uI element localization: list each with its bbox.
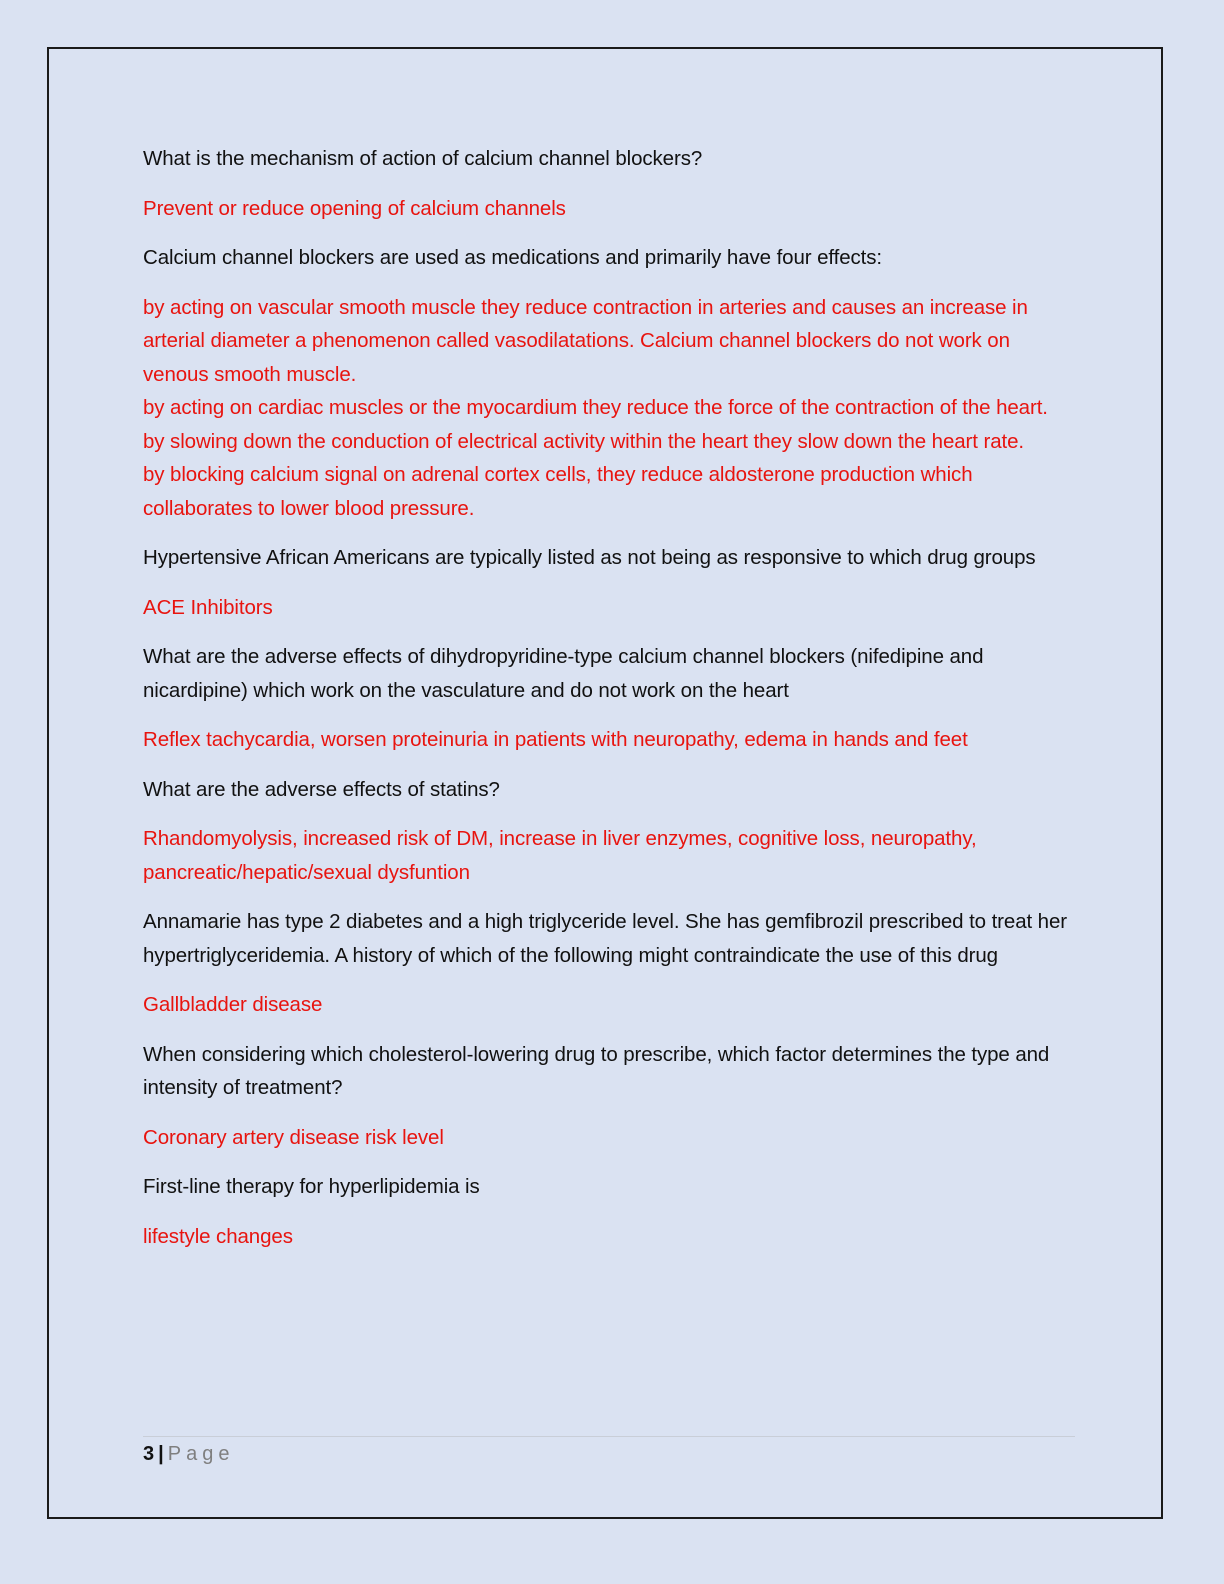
question-gemfibrozil: Annamarie has type 2 diabetes and a high triglyceride level. She has gemfibrozil prescribed to treat her hypertriglyceridemia. A history of which of the following might contraindicate the use of this drug	[143, 910, 1068, 967]
question-first-line-therapy: First-line therapy for hyperlipidemia is	[143, 1175, 480, 1198]
effect-cardiac: by acting on cardiac muscles or the myocardium they reduce the force of the contraction of the heart.	[143, 396, 1048, 419]
page-label: Page	[167, 1443, 235, 1465]
answer-ccb-mechanism: Prevent or reduce opening of calcium channels	[143, 196, 566, 220]
effect-adrenal: by blocking calcium signal on adrenal cortex cells, they reduce aldosterone production which collaborates to lower blood pressure.	[143, 463, 973, 520]
answer-african-americans: ACE Inhibitors	[143, 595, 273, 619]
question-cholesterol-factor: When considering which cholesterol-lowering drug to prescribe, which factor determines the type and intensity of treatment?	[143, 1042, 1050, 1099]
document-body	[143, 142, 1078, 1269]
answer-first-line-therapy: lifestyle changes	[143, 1224, 293, 1248]
question-ccb-mechanism: What is the mechanism of action of calcium channel blockers?	[143, 147, 703, 170]
question-statin-effects: What are the adverse effects of statins?	[143, 777, 500, 801]
answer-cholesterol-factor: Coronary artery disease risk level	[143, 1125, 444, 1149]
question-dihydropyridine-effects: What are the adverse effects of dihydropyridine-type calcium channel blockers (nifedipine and nicardipine) which work on the vasculature and do not work on the heart	[143, 645, 984, 702]
effect-vascular: by acting on vascular smooth muscle they reduce contraction in arteries and causes an increase in arterial diameter a phenomenon called vasodilatations. Calcium channel blockers do not work on venous smooth muscle.	[143, 295, 1028, 386]
answer-dihydropyridine-effects: Reflex tachycardia, worsen proteinuria in patients with neuropathy, edema in hands and feet	[143, 728, 968, 751]
page-number: 3	[143, 1443, 155, 1465]
question-ccb-effects: Calcium channel blockers are used as medications and primarily have four effects:	[143, 246, 882, 269]
answer-gemfibrozil: Gallbladder disease	[143, 993, 323, 1016]
footer-separator: |	[158, 1443, 164, 1465]
answer-ccb-effects	[143, 291, 1078, 526]
effect-conduction: by slowing down the conduction of electrical activity within the heart they slow down the heart rate.	[143, 429, 1024, 453]
footer-divider	[143, 1436, 1075, 1437]
page-footer	[143, 1440, 234, 1468]
answer-statin-effects: Rhandomyolysis, increased risk of DM, increase in liver enzymes, cognitive loss, neuropathy, pancreatic/hepatic/sexual dysfuntion	[143, 827, 977, 884]
question-african-americans: Hypertensive African Americans are typically listed as not being as responsive to which drug groups	[143, 546, 1036, 569]
